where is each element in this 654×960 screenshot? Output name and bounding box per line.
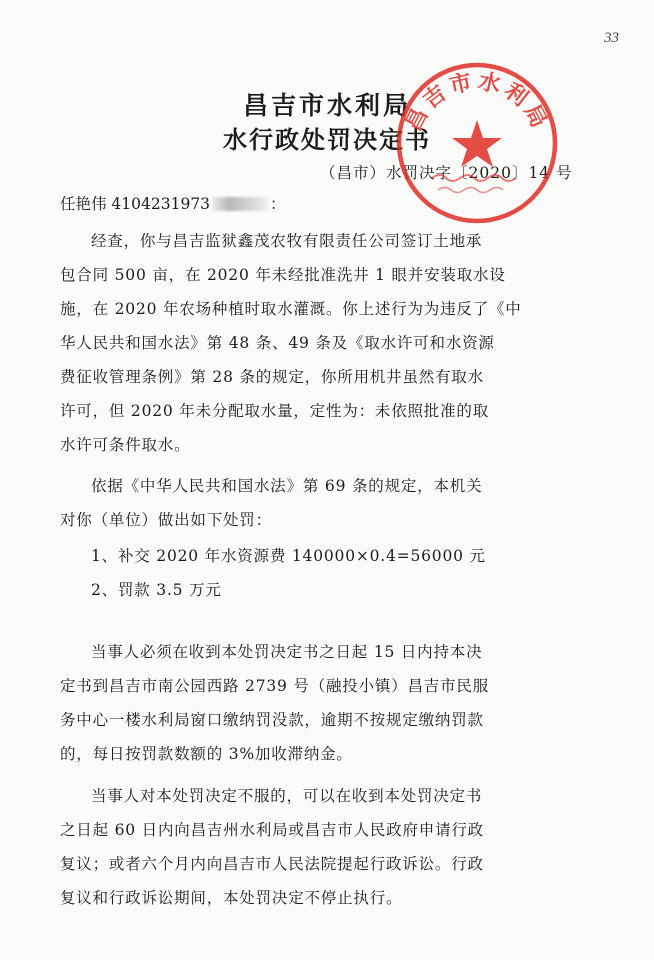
document-number: （昌市）水罚决字〔2020〕14 号 (320, 164, 573, 182)
penalty-item: 1、补交 2020 年水资源费 140000×0.4=56000 元 (91, 547, 486, 565)
paragraph1-line: 许可，但 2020 年未分配取水量，定性为：未依照批准的取 (60, 402, 490, 420)
seal-text-path: 昌吉市水利局 (401, 69, 553, 136)
recipient-line (60, 192, 286, 214)
recipient-name-id: 任艳伟 4104231973 (60, 195, 211, 213)
official-seal-stamp (392, 58, 562, 228)
paragraph3-line: 定书到昌吉市南公园西路 2739 号（融投小镇）昌吉市民服 (60, 677, 490, 695)
seal-script-band-2 (438, 188, 503, 193)
recipient-colon: ： (270, 195, 286, 213)
paragraph2-line: 依据《中华人民共和国水法》第 69 条的规定，本机关 (91, 477, 483, 495)
paragraph1-line: 费征收管理条例》第 28 条的规定，你所用机井虽然有取水 (60, 368, 484, 386)
paragraph1-line: 水许可条件取水。 (60, 436, 191, 454)
paragraph1-line: 经查，你与昌吉监狱鑫茂农牧有限责任公司签订土地承 (91, 232, 483, 250)
paragraph4-line: 复议和行政诉讼期间，本处罚决定不停止执行。 (60, 889, 403, 907)
paragraph3-line: 务中心一楼水利局窗口缴纳罚没款，逾期不按规定缴纳罚款 (60, 711, 484, 729)
document-title-type: 水行政处罚决定书 (223, 126, 431, 154)
seal-script-band (432, 175, 516, 181)
paragraph2-line: 对你（单位）做出如下处罚： (60, 511, 272, 529)
penalty-item: 2、罚款 3.5 万元 (91, 581, 222, 599)
paragraph4-line: 之日起 60 日内向昌吉州水利局或昌吉市人民政府申请行政 (60, 821, 484, 839)
page-number: 33 (604, 30, 619, 46)
paragraph4-line: 当事人对本处罚决定不服的，可以在收到本处罚决定书 (91, 787, 483, 805)
paragraph4-line: 复议；或者六个月内向昌吉市人民法院提起行政诉讼。行政 (60, 855, 484, 873)
paragraph3-line: 当事人必须在收到本处罚决定书之日起 15 日内持本决 (91, 643, 483, 661)
paragraph1-line: 包合同 500 亩，在 2020 年未经批准洗井 1 眼并安装取水设 (60, 266, 506, 284)
document-title-authority: 昌吉市水利局 (242, 91, 411, 120)
seal-star-icon (452, 120, 502, 167)
redaction-blur (212, 197, 268, 211)
paragraph1-line: 华人民共和国水法》第 48 条、49 条及《取水许可和水资源 (60, 334, 495, 352)
paragraph3-line: 的，每日按罚款数额的 3%加收滞纳金。 (60, 745, 353, 763)
paragraph1-line: 施，在 2020 年农场种植时取水灌溉。你上述行为为违反了《中 (60, 300, 522, 318)
